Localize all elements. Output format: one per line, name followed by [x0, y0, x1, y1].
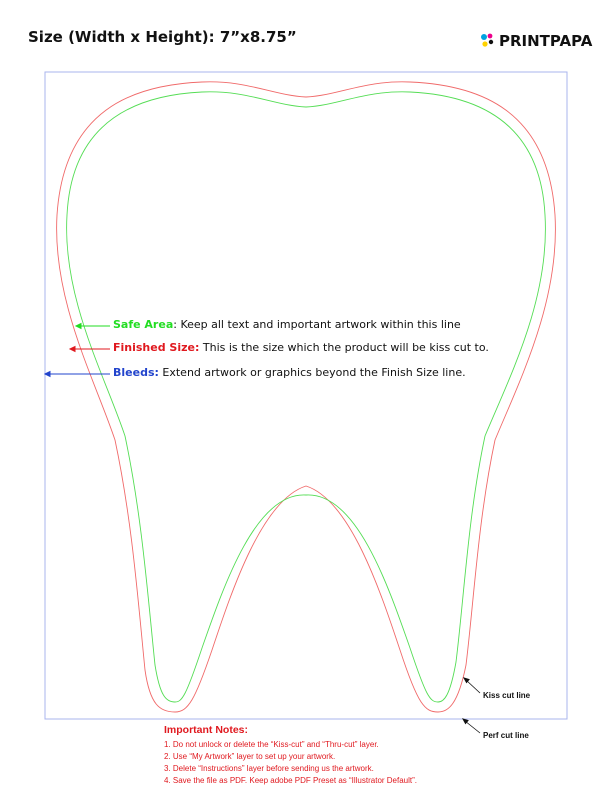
important-notes	[164, 724, 417, 787]
kiss-cut-outline	[57, 82, 556, 712]
logo-text: PRINTPAPA	[499, 32, 593, 50]
safe-area-key: Safe Area	[113, 318, 174, 331]
safe-area-text: : Keep all text and important artwork within this line	[173, 318, 461, 331]
note-item: 1. Do not unlock or delete the “Kiss-cut” and “Thru-cut” layer.	[164, 740, 379, 749]
legend-bleeds	[113, 366, 466, 379]
bleed-border	[45, 72, 567, 719]
legend-finished-size	[113, 341, 489, 354]
finished-size-text: This is the size which the product will be kiss cut to.	[199, 341, 489, 354]
bleeds-key: Bleeds:	[113, 366, 159, 379]
notes-list	[164, 739, 417, 787]
notes-title: Important Notes:	[164, 724, 248, 736]
kiss-cut-label: Kiss cut line	[483, 691, 531, 700]
finished-size-key: Finished Size:	[113, 341, 200, 354]
finished-size-arrow	[70, 347, 110, 352]
note-item: 2. Use “My Artwork” layer to set up your artwork.	[164, 752, 336, 761]
safe-area-outline	[67, 92, 546, 702]
size-title: Size (Width x Height): 7”x8.75”	[28, 28, 297, 46]
kiss-cut-pointer	[464, 678, 480, 693]
bleeds-text: Extend artwork or graphics beyond the Finish Size line.	[158, 366, 466, 379]
safe-area-arrow	[76, 324, 110, 329]
perf-cut-label: Perf cut line	[483, 731, 529, 740]
perf-cut-pointer	[463, 719, 480, 733]
note-item: 3. Delete “Instructions” layer before sending us the artwork.	[164, 764, 374, 773]
legend-safe-area	[113, 318, 461, 331]
note-item: 4. Save the file as PDF. Keep adobe PDF Preset as “Illustrator Default”.	[164, 776, 418, 785]
